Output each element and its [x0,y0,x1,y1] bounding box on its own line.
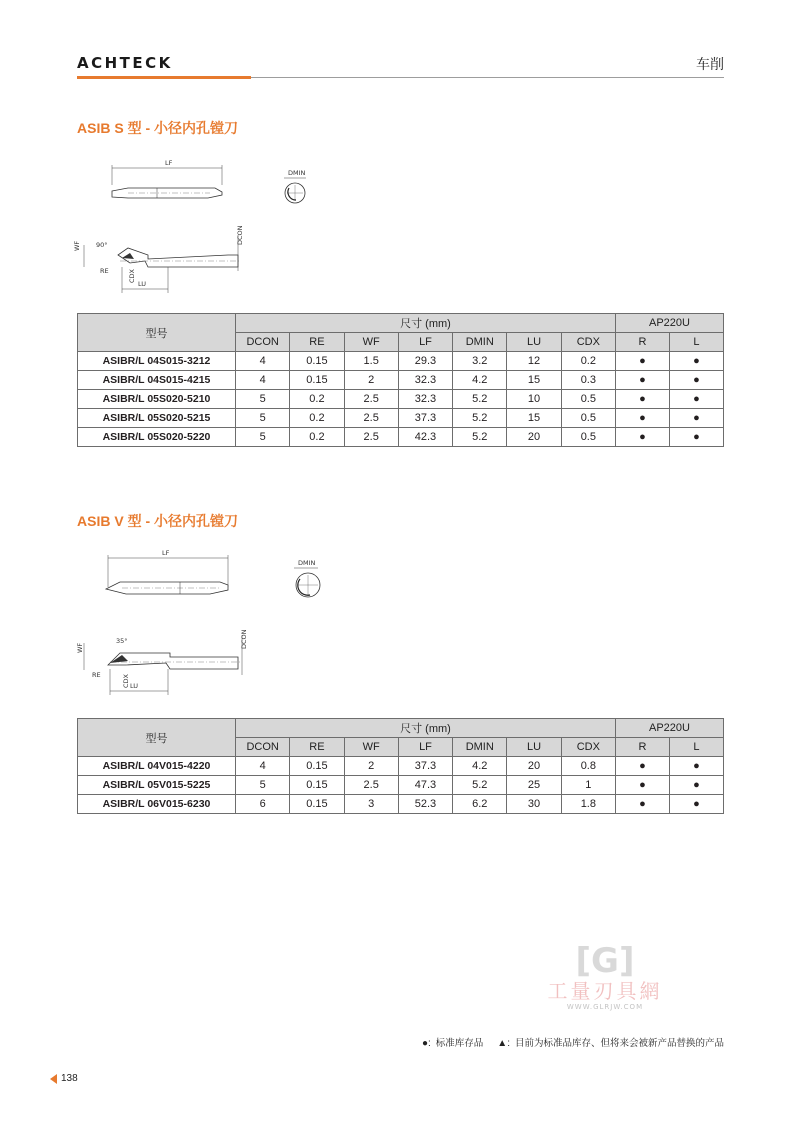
value-cell: 0.5 [561,428,615,447]
value-cell: 0.2 [290,428,344,447]
value-cell: 3 [344,795,398,814]
col-header: RE [290,738,344,757]
stock-cell-r [615,390,669,409]
col-header: R [615,333,669,352]
stock-dot-icon: ● [693,355,700,367]
value-cell: 6.2 [453,795,507,814]
value-cell: 32.3 [398,371,452,390]
stock-dot-icon: ● [693,779,700,791]
value-cell: 52.3 [398,795,452,814]
value-cell: 37.3 [398,757,452,776]
stock-cell-l [669,390,723,409]
table-row [78,428,724,447]
stock-cell-l [669,776,723,795]
label-angle: 90° [96,241,108,249]
value-cell: 0.3 [561,371,615,390]
value-cell: 4.2 [453,371,507,390]
label-wf: WF [73,240,81,251]
stock-cell-l [669,409,723,428]
label-cdx: CDX [128,269,136,283]
value-cell: 0.15 [290,352,344,371]
legend-item-standard [422,1035,483,1049]
header-accent-rule [77,76,251,79]
table-row [78,371,724,390]
dims-group-header: 尺寸 (mm) [236,719,616,738]
brand-logo: ACHTECK [77,54,173,72]
value-cell: 29.3 [398,352,452,371]
col-header: DMIN [453,738,507,757]
value-cell: 0.15 [290,757,344,776]
model-cell: ASIBR/L 04S015-4215 [78,371,236,390]
value-cell: 2 [344,371,398,390]
col-header: L [669,738,723,757]
legend-item-replace [497,1035,724,1049]
stock-cell-l [669,428,723,447]
value-cell: 0.15 [290,776,344,795]
value-cell: 5.2 [453,409,507,428]
value-cell: 6 [236,795,290,814]
stock-dot-icon: ● [639,412,646,424]
value-cell: 5 [236,428,290,447]
spec-table-v-type [77,718,724,814]
col-header: DCON [236,333,290,352]
col-header: L [669,333,723,352]
value-cell: 0.15 [290,371,344,390]
value-cell: 1 [561,776,615,795]
grade-group-header: AP220U [615,314,723,333]
model-cell: ASIBR/L 05S020-5220 [78,428,236,447]
dot-icon: ●: [421,1038,431,1049]
label-dcon: DCON [240,629,248,649]
dims-group-header: 尺寸 (mm) [236,314,616,333]
tool-drawing-v-type [70,545,330,705]
value-cell: 0.2 [290,390,344,409]
col-header: R [615,738,669,757]
value-cell: 5.2 [453,776,507,795]
value-cell: 0.2 [290,409,344,428]
col-header: DMIN [453,333,507,352]
value-cell: 42.3 [398,428,452,447]
stock-cell-l [669,757,723,776]
arrow-left-icon [50,1074,57,1084]
category-title: 车削 [696,56,724,72]
value-cell: 5 [236,776,290,795]
table-row [78,409,724,428]
stock-dot-icon: ● [639,374,646,386]
stock-cell-r [615,795,669,814]
col-header: LU [507,738,561,757]
grade-group-header: AP220U [615,719,723,738]
value-cell: 5 [236,390,290,409]
model-cell: ASIBR/L 04S015-3212 [78,352,236,371]
model-header: 型号 [78,314,236,352]
value-cell: 1.5 [344,352,398,371]
table-row [78,776,724,795]
col-header: LF [398,738,452,757]
label-lf: LF [162,549,170,557]
section-title-v-type: ASIB V 型 - 小径内孔镗刀 [77,513,239,529]
table-body-s [78,352,724,447]
stock-dot-icon: ● [693,393,700,405]
stock-dot-icon: ● [639,798,646,810]
stock-cell-l [669,352,723,371]
stock-cell-r [615,776,669,795]
col-header: LF [398,333,452,352]
watermark-logo: [G] [575,941,635,981]
label-lu: LU [130,682,139,690]
model-cell: ASIBR/L 04V015-4220 [78,757,236,776]
value-cell: 2.5 [344,409,398,428]
value-cell: 0.8 [561,757,615,776]
table-row [78,757,724,776]
value-cell: 37.3 [398,409,452,428]
value-cell: 10 [507,390,561,409]
label-dmin: DMIN [298,559,316,567]
col-header: RE [290,333,344,352]
value-cell: 12 [507,352,561,371]
label-dmin: DMIN [288,169,306,177]
value-cell: 4 [236,371,290,390]
value-cell: 4.2 [453,757,507,776]
label-lf: LF [165,159,173,167]
table-row [78,352,724,371]
stock-dot-icon: ● [693,412,700,424]
value-cell: 2.5 [344,390,398,409]
stock-cell-r [615,428,669,447]
tool-drawing-s-type [70,155,330,305]
value-cell: 0.5 [561,409,615,428]
legend [422,1035,724,1049]
stock-cell-r [615,371,669,390]
stock-dot-icon: ● [693,374,700,386]
col-header: CDX [561,333,615,352]
stock-cell-r [615,352,669,371]
label-dcon: DCON [236,225,244,245]
value-cell: 2 [344,757,398,776]
page-number [50,1073,78,1084]
label-wf: WF [76,642,84,653]
label-cdx: CDX [122,674,130,688]
value-cell: 4 [236,352,290,371]
value-cell: 20 [507,428,561,447]
value-cell: 3.2 [453,352,507,371]
legend-text: 目前为标准品库存、但将来会被新产品替换的产品 [514,1038,724,1049]
label-re: RE [92,671,101,679]
legend-text: 标准库存品 [435,1038,484,1049]
stock-dot-icon: ● [693,760,700,772]
table-body-v [78,757,724,814]
value-cell: 32.3 [398,390,452,409]
value-cell: 5.2 [453,428,507,447]
label-re: RE [100,267,109,275]
value-cell: 2.5 [344,428,398,447]
model-cell: ASIBR/L 05S020-5215 [78,409,236,428]
tool-drawing-s-svg [70,155,330,300]
model-header: 型号 [78,719,236,757]
value-cell: 0.2 [561,352,615,371]
value-cell: 30 [507,795,561,814]
stock-cell-r [615,409,669,428]
stock-dot-icon: ● [693,798,700,810]
col-header: WF [344,333,398,352]
triangle-icon: ▲: [497,1038,510,1049]
model-cell: ASIBR/L 06V015-6230 [78,795,236,814]
value-cell: 25 [507,776,561,795]
stock-dot-icon: ● [639,355,646,367]
col-header: WF [344,738,398,757]
label-angle: 35° [116,637,128,645]
col-header: DCON [236,738,290,757]
value-cell: 0.15 [290,795,344,814]
value-cell: 15 [507,409,561,428]
value-cell: 47.3 [398,776,452,795]
spec-table-s-type [77,313,724,447]
value-cell: 5.2 [453,390,507,409]
model-cell: ASIBR/L 05S020-5210 [78,390,236,409]
value-cell: 4 [236,757,290,776]
table-row [78,795,724,814]
col-header: LU [507,333,561,352]
section-title-s-type: ASIB S 型 - 小径内孔镗刀 [77,120,239,136]
value-cell: 15 [507,371,561,390]
value-cell: 0.5 [561,390,615,409]
model-cell: ASIBR/L 05V015-5225 [78,776,236,795]
table-row [78,390,724,409]
label-lu: LU [138,280,147,288]
stock-cell-l [669,371,723,390]
watermark [538,943,672,1011]
stock-dot-icon: ● [639,760,646,772]
stock-cell-r [615,757,669,776]
page-number-text: 138 [61,1073,78,1084]
watermark-url: WWW.GLRJW.COM [566,1003,644,1011]
watermark-text: 工量刃具網 [547,979,663,1003]
col-header: CDX [561,738,615,757]
value-cell: 5 [236,409,290,428]
stock-dot-icon: ● [639,779,646,791]
value-cell: 2.5 [344,776,398,795]
value-cell: 20 [507,757,561,776]
stock-cell-l [669,795,723,814]
value-cell: 1.8 [561,795,615,814]
stock-dot-icon: ● [693,431,700,443]
stock-dot-icon: ● [639,431,646,443]
tool-drawing-v-svg [70,545,330,700]
stock-dot-icon: ● [639,393,646,405]
